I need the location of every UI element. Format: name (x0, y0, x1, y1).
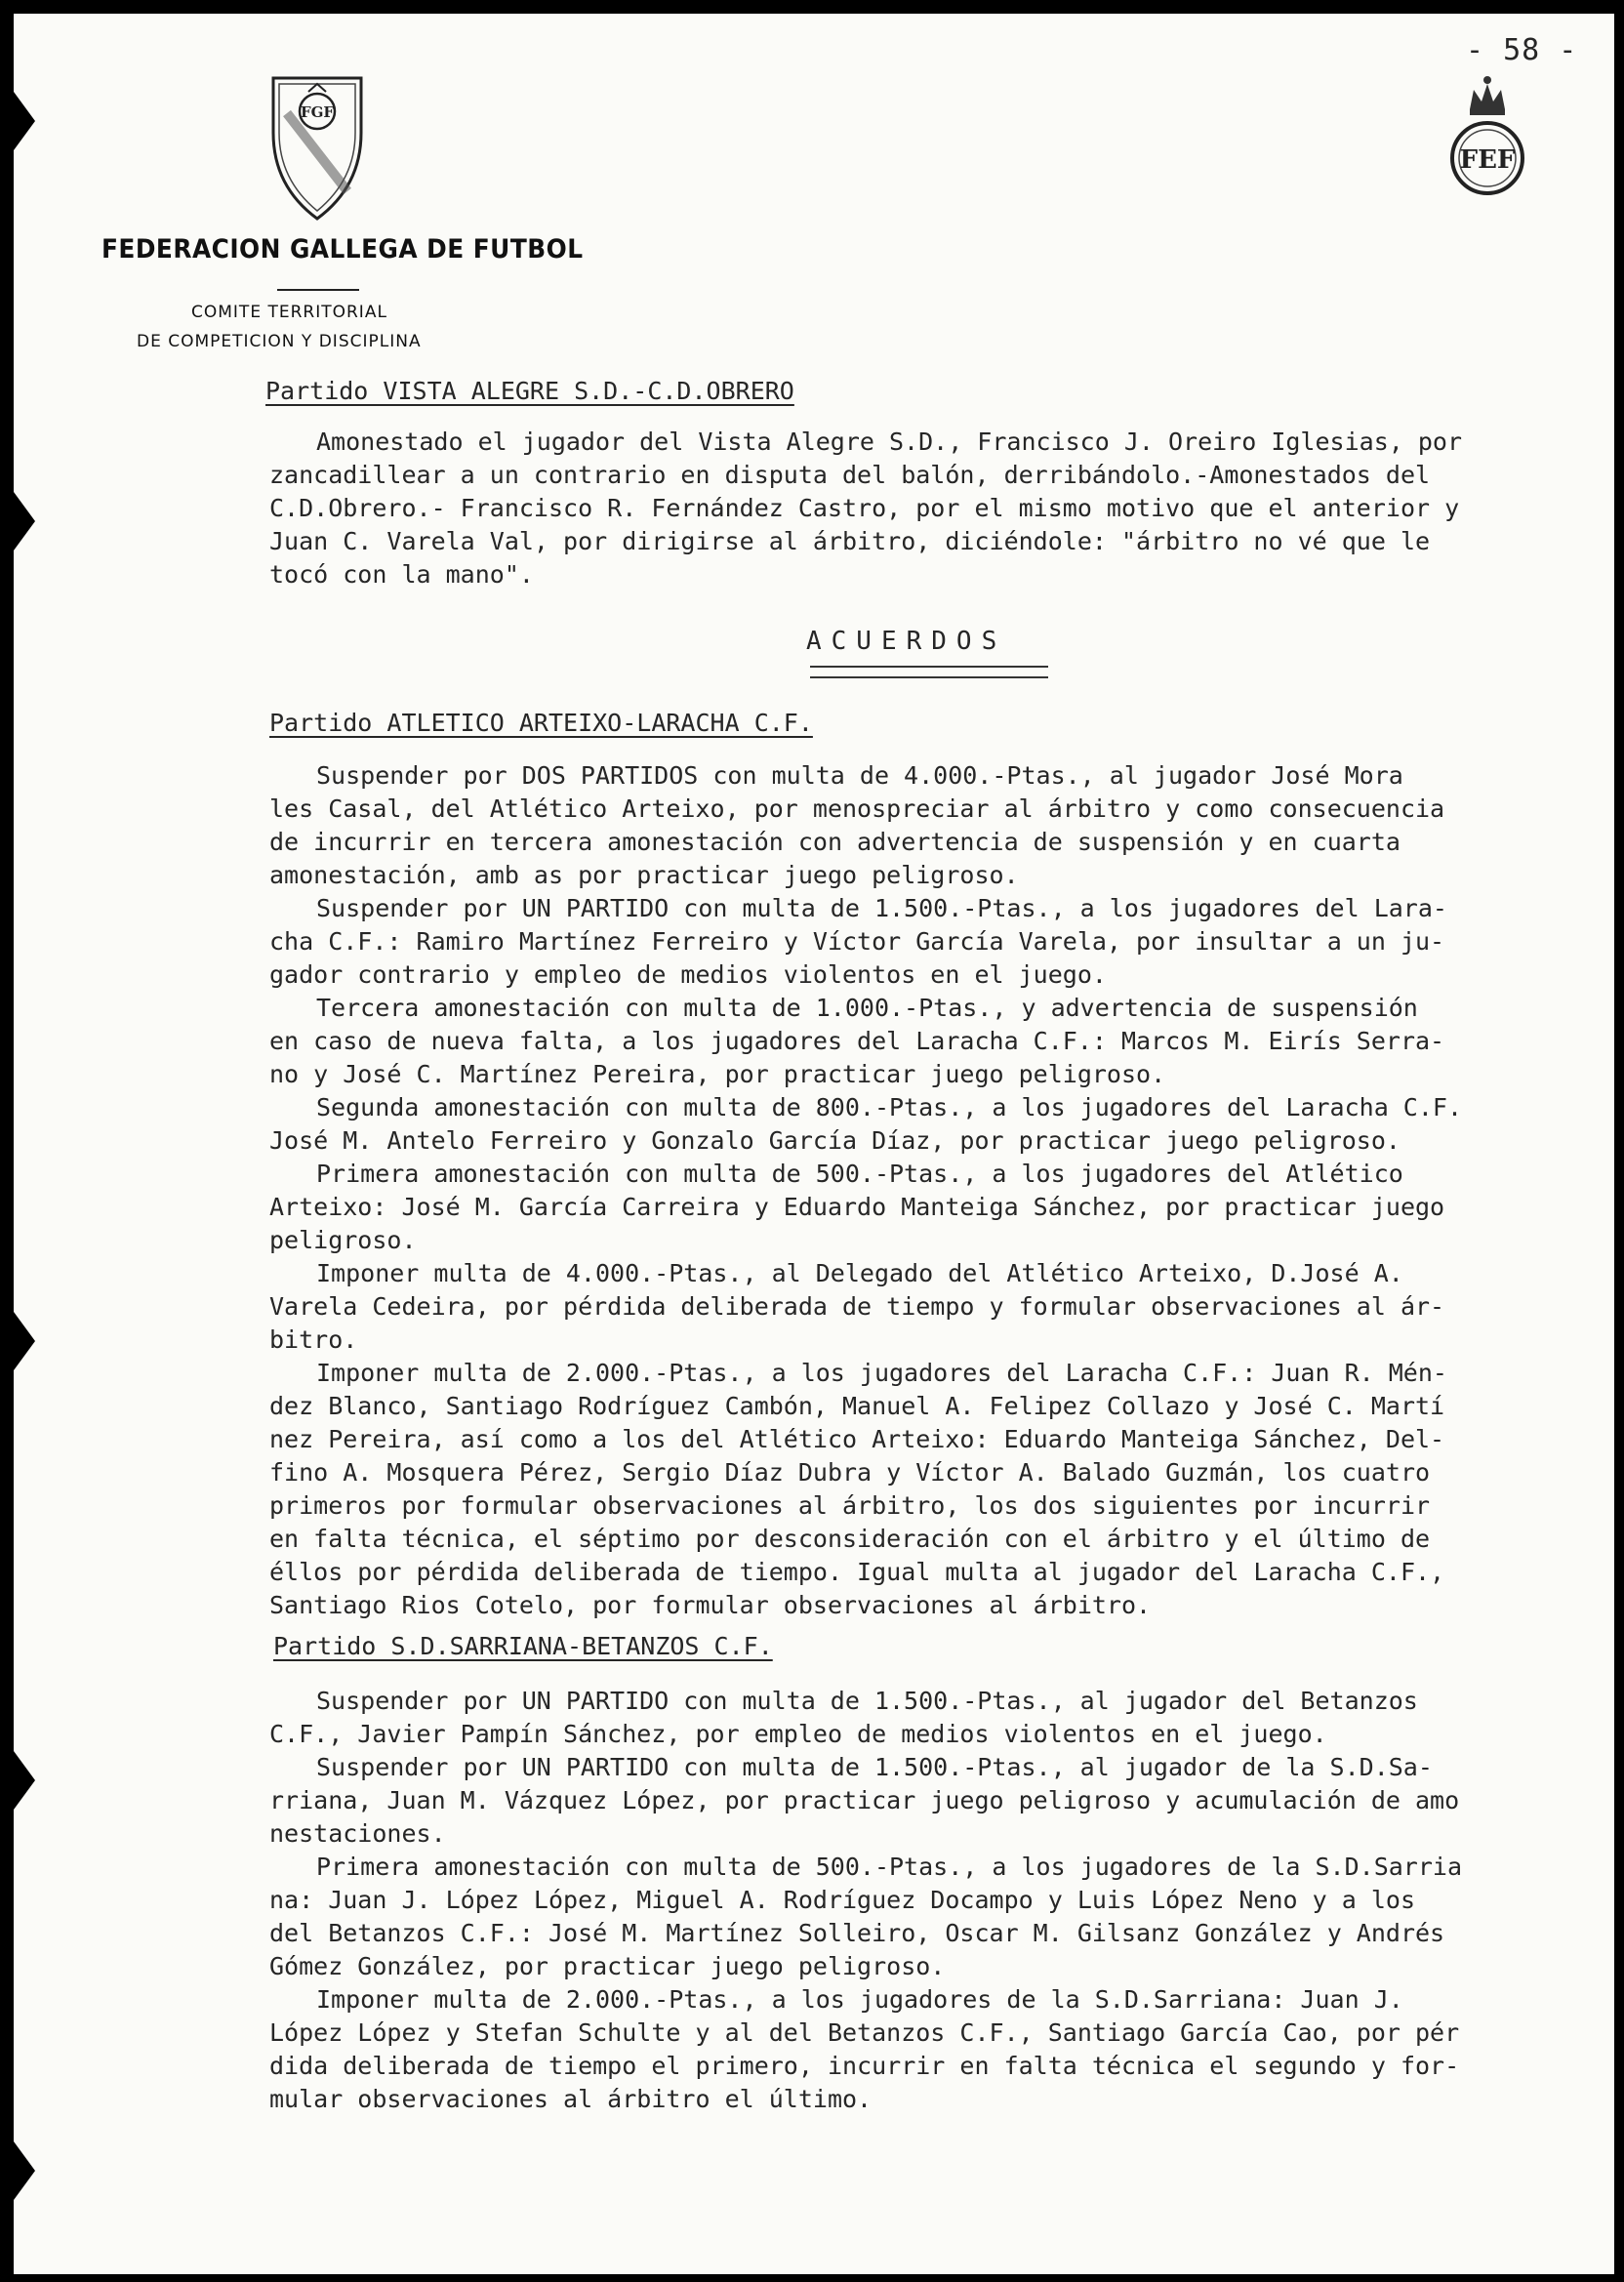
text-line: tocó con la mano". (269, 560, 534, 589)
text-line: de incurrir en tercera amonestación con advertencia de suspensión y en cuarta (269, 828, 1401, 856)
text-line: gador contrario y empleo de medios violentos en el juego. (269, 960, 1107, 989)
line-text: Imponer multa de 2.000.-Ptas., a los jugadores de la S.D.Sarriana: Juan J. (316, 1985, 1403, 2014)
text-line (269, 1685, 1599, 1718)
text-line (269, 1091, 1599, 1124)
text-line: na: Juan J. López López, Miguel A. Rodríguez Docampo y Luis López Neno y a los (269, 1886, 1415, 1914)
text-line: amonestación, amb as por practicar juego peligroso. (269, 861, 1019, 889)
acuerdos-title: ACUERDOS (806, 627, 1007, 656)
line-text: Suspender por UN PARTIDO con multa de 1.500.-Ptas., al jugador del Betanzos (316, 1687, 1418, 1715)
text-line: les Casal, del Atlético Arteixo, por menospreciar al árbitro y como consecuencia (269, 795, 1445, 823)
heading-text: Partido ATLETICO ARTEIXO-LARACHA C.F. (269, 709, 813, 737)
section-heading-vista-alegre (265, 377, 794, 405)
text-line: en falta técnica, el séptimo por desconsideración con el árbitro y el último de (269, 1525, 1431, 1553)
letterhead-divider (277, 289, 359, 291)
royal-crest-logo (1444, 72, 1530, 209)
line-text: Primera amonestación con multa de 500.-Ptas., a los jugadores de la S.D.Sarria (316, 1853, 1462, 1881)
text-line: López López y Stefan Schulte y al del Betanzos C.F., Santiago García Cao, por pér (269, 2018, 1460, 2047)
line-text: Tercera amonestación con multa de 1.000.-Ptas., y advertencia de suspensión (316, 994, 1418, 1022)
heading-text: Partido S.D.SARRIANA-BETANZOS C.F. (273, 1632, 773, 1660)
paragraph-vista-alegre (269, 426, 1599, 591)
text-line: en caso de nueva falta, a los jugadores del Laracha C.F.: Marcos M. Eirís Serra- (269, 1027, 1445, 1055)
organization-name: FEDERACION GALLEGA DE FUTBOL (102, 234, 584, 265)
line-text: Amonestado el jugador del Vista Alegre S.D., Francisco J. Oreiro Iglesias, por (316, 428, 1462, 456)
text-line: éllos por pérdida deliberada de tiempo. Igual multa al jugador del Laracha C.F., (269, 1558, 1445, 1586)
paragraph-sarriana (269, 1685, 1599, 2116)
text-line: Gómez González, por practicar juego peligroso. (269, 1952, 946, 1980)
text-line: fino A. Mosquera Pérez, Sergio Díaz Dubra y Víctor A. Balado Guzmán, los cuatro (269, 1458, 1431, 1487)
text-line: Juan C. Varela Val, por dirigirse al árbitro, diciéndole: "árbitro no vé que le (269, 527, 1431, 555)
line-text: Imponer multa de 2.000.-Ptas., a los jugadores del Laracha C.F.: Juan R. Mén- (316, 1359, 1447, 1387)
text-line: Santiago Rios Cotelo, por formular observaciones al árbitro. (269, 1591, 1152, 1619)
section-heading-sarriana (273, 1632, 773, 1660)
text-line: zancadillear a un contrario en disputa del balón, derribándolo.-Amonestados del (269, 461, 1431, 489)
line-text: Imponer multa de 4.000.-Ptas., al Delegado del Atlético Arteixo, D.José A. (316, 1259, 1403, 1287)
text-line: dida deliberada de tiempo el primero, incurrir en falta técnica el segundo y for- (269, 2052, 1460, 2080)
line-text: Suspender por DOS PARTIDOS con multa de 4.000.-Ptas., al jugador José Mora (316, 761, 1403, 790)
text-line: peligroso. (269, 1226, 417, 1254)
text-line: rriana, Juan M. Vázquez López, por practicar juego peligroso y acumulación de amo (269, 1786, 1460, 1814)
text-line: primeros por formular observaciones al árbitro, los dos siguientes por incurrir (269, 1491, 1431, 1520)
line-text: Suspender por UN PARTIDO con multa de 1.500.-Ptas., a los jugadores del Lara- (316, 894, 1447, 922)
committee-line-1: COMITE TERRITORIAL (191, 303, 387, 322)
federation-shield-logo (269, 74, 365, 223)
line-text: Segunda amonestación con multa de 800.-Ptas., a los jugadores del Laracha C.F. (316, 1093, 1462, 1121)
text-line: Varela Cedeira, por pérdida deliberada de tiempo y formular observaciones al ár- (269, 1292, 1445, 1321)
text-line (269, 426, 1599, 459)
torn-edge (14, 92, 35, 150)
acuerdos-double-rule (810, 666, 1048, 678)
paragraph-arteixo (269, 759, 1599, 1622)
text-line (269, 892, 1599, 925)
shield-letters: FGF (300, 103, 335, 121)
document-page (14, 14, 1614, 2274)
page-number: - 58 - (1466, 33, 1578, 67)
text-line: bitro. (269, 1325, 358, 1354)
text-line: mular observaciones al árbitro el último. (269, 2085, 873, 2113)
torn-edge (14, 1751, 35, 1810)
text-line (269, 1851, 1599, 1884)
text-line (269, 759, 1599, 793)
text-line: nestaciones. (269, 1819, 446, 1848)
text-line: C.D.Obrero.- Francisco R. Fernández Castro, por el mismo motivo que el anterior y (269, 494, 1460, 522)
crest-letters: FEF (1459, 145, 1516, 175)
text-line (269, 1983, 1599, 2017)
text-line (269, 1357, 1599, 1390)
text-line: nez Pereira, así como a los del Atlético Arteixo: Eduardo Manteiga Sánchez, Del- (269, 1425, 1445, 1453)
text-line: José M. Antelo Ferreiro y Gonzalo García Díaz, por practicar juego peligroso. (269, 1126, 1401, 1155)
text-line: cha C.F.: Ramiro Martínez Ferreiro y Víctor García Varela, por insultar a un ju- (269, 927, 1445, 956)
torn-edge (14, 1312, 35, 1370)
text-line: Arteixo: José M. García Carreira y Eduardo Manteiga Sánchez, por practicar juego (269, 1193, 1445, 1221)
torn-edge (14, 492, 35, 550)
section-heading-arteixo (269, 709, 813, 737)
line-text: Suspender por UN PARTIDO con multa de 1.500.-Ptas., al jugador de la S.D.Sa- (316, 1753, 1433, 1781)
text-line: no y José C. Martínez Pereira, por practicar juego peligroso. (269, 1060, 1166, 1088)
line-text: Primera amonestación con multa de 500.-Ptas., a los jugadores del Atlético (316, 1160, 1403, 1188)
committee-line-2: DE COMPETICION Y DISCIPLINA (137, 332, 422, 351)
text-line (269, 1751, 1599, 1784)
torn-edge (14, 2141, 35, 2200)
heading-text: Partido VISTA ALEGRE S.D.-C.D.OBRERO (265, 377, 794, 405)
text-line (269, 1257, 1599, 1290)
text-line: C.F., Javier Pampín Sánchez, por empleo de medios violentos en el juego. (269, 1720, 1327, 1748)
text-line (269, 992, 1599, 1025)
text-line: del Betanzos C.F.: José M. Martínez Solleiro, Oscar M. Gilsanz González y Andrés (269, 1919, 1445, 1947)
text-line: dez Blanco, Santiago Rodríguez Cambón, Manuel A. Felipez Collazo y José C. Martí (269, 1392, 1445, 1420)
text-line (269, 1158, 1599, 1191)
